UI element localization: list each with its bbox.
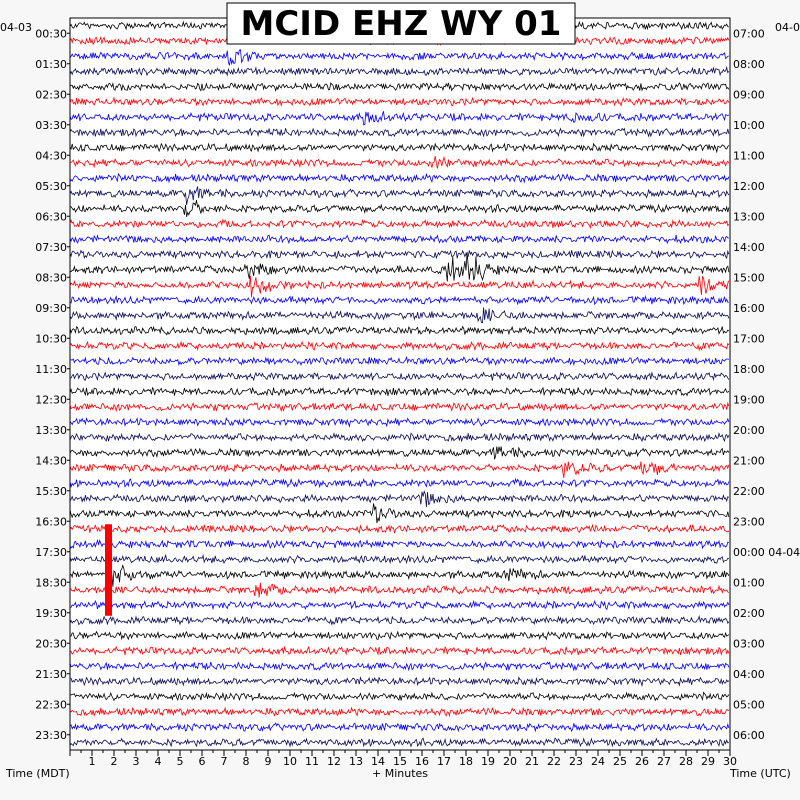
left-time-label: 09:30 — [35, 301, 67, 315]
x-tick-label: 2 — [110, 755, 118, 768]
left-time-label: 07:30 — [35, 240, 67, 254]
x-tick-label: 26 — [635, 755, 649, 768]
left-time-label: 22:30 — [35, 698, 67, 712]
left-axis-label: Time (MDT) — [6, 767, 70, 780]
right-time-label: 10:00 — [733, 118, 765, 132]
left-time-label: 14:30 — [35, 454, 67, 468]
right-time-label: 01:00 — [733, 576, 765, 590]
corner-right-date: 04-0 — [775, 21, 800, 34]
right-time-label: 08:00 — [733, 57, 765, 71]
left-time-label: 13:30 — [35, 423, 67, 437]
x-tick-label: 28 — [679, 755, 693, 768]
left-time-label: 20:30 — [35, 637, 67, 651]
right-time-label: 18:00 — [733, 362, 765, 376]
x-tick-label: 20 — [503, 755, 517, 768]
right-time-label: 06:00 — [733, 728, 765, 742]
left-time-label: 03:30 — [35, 118, 67, 132]
x-tick-label: 1 — [88, 755, 96, 768]
left-time-label: 05:30 — [35, 179, 67, 193]
x-tick-label: 14 — [371, 755, 385, 768]
corner-left-date: 04-03 — [0, 21, 32, 34]
x-tick-label: 12 — [327, 755, 341, 768]
left-time-label: 08:30 — [35, 271, 67, 285]
right-time-label: 21:00 — [733, 454, 765, 468]
left-time-label: 11:30 — [35, 362, 67, 376]
x-tick-label: 15 — [393, 755, 407, 768]
x-tick-label: 11 — [305, 755, 319, 768]
chart-title: MCID EHZ WY 01 — [240, 4, 562, 44]
left-time-label: 12:30 — [35, 393, 67, 407]
x-tick-group — [70, 750, 737, 768]
x-tick-label: 25 — [613, 755, 627, 768]
right-time-label: 12:00 — [733, 179, 765, 193]
x-tick-label: 4 — [154, 755, 162, 768]
x-tick-label: 22 — [547, 755, 561, 768]
left-time-label: 10:30 — [35, 332, 67, 346]
right-time-label: 03:00 — [733, 637, 765, 651]
right-time-label: 23:00 — [733, 515, 765, 529]
left-time-label: 15:30 — [35, 484, 67, 498]
right-time-label: 11:00 — [733, 149, 765, 163]
left-time-label-group — [35, 27, 70, 742]
left-time-label: 19:30 — [35, 606, 67, 620]
right-time-label: 02:00 — [733, 606, 765, 620]
right-time-label: 13:00 — [733, 210, 765, 224]
x-tick-label: 3 — [132, 755, 140, 768]
right-time-label: 04:00 — [733, 667, 765, 681]
x-tick-label: 16 — [415, 755, 429, 768]
x-tick-label: 8 — [242, 755, 250, 768]
right-time-label: 07:00 — [733, 27, 765, 41]
left-time-label: 01:30 — [35, 57, 67, 71]
x-tick-label: 29 — [701, 755, 715, 768]
left-time-label: 02:30 — [35, 88, 67, 102]
left-time-label: 06:30 — [35, 210, 67, 224]
x-tick-label: 30 — [723, 755, 737, 768]
x-tick-label: 24 — [591, 755, 605, 768]
right-axis-label: Time (UTC) — [730, 767, 791, 780]
right-time-label: 14:00 — [733, 240, 765, 254]
x-tick-label: 13 — [349, 755, 363, 768]
x-tick-label: 17 — [437, 755, 451, 768]
right-time-label: 09:00 — [733, 88, 765, 102]
x-tick-label: 19 — [481, 755, 495, 768]
left-time-label: 00:30 — [35, 27, 67, 41]
left-time-label: 23:30 — [35, 728, 67, 742]
x-tick-label: 18 — [459, 755, 473, 768]
left-time-label: 04:30 — [35, 149, 67, 163]
right-time-label: 05:00 — [733, 698, 765, 712]
left-time-label: 21:30 — [35, 667, 67, 681]
right-time-label: 17:00 — [733, 332, 765, 346]
plot-background — [70, 18, 730, 750]
x-tick-label: 27 — [657, 755, 671, 768]
x-tick-label: 7 — [220, 755, 228, 768]
x-tick-label: 9 — [264, 755, 272, 768]
right-time-label-group — [733, 27, 800, 742]
left-time-label: 18:30 — [35, 576, 67, 590]
left-time-label: 17:30 — [35, 545, 67, 559]
x-tick-label: 5 — [176, 755, 184, 768]
right-time-label: 22:00 — [733, 484, 765, 498]
left-time-label: 16:30 — [35, 515, 67, 529]
x-tick-label: 21 — [525, 755, 539, 768]
right-time-label: 20:00 — [733, 423, 765, 437]
x-tick-label: 6 — [198, 755, 206, 768]
x-tick-label: 23 — [569, 755, 583, 768]
x-tick-label: 10 — [283, 755, 297, 768]
right-time-label: 19:00 — [733, 393, 765, 407]
x-axis-label: + Minutes — [371, 767, 429, 780]
right-time-label: 15:00 — [733, 271, 765, 285]
right-time-label: 16:00 — [733, 301, 765, 315]
right-time-label: 00:00 04-04 — [733, 545, 800, 559]
